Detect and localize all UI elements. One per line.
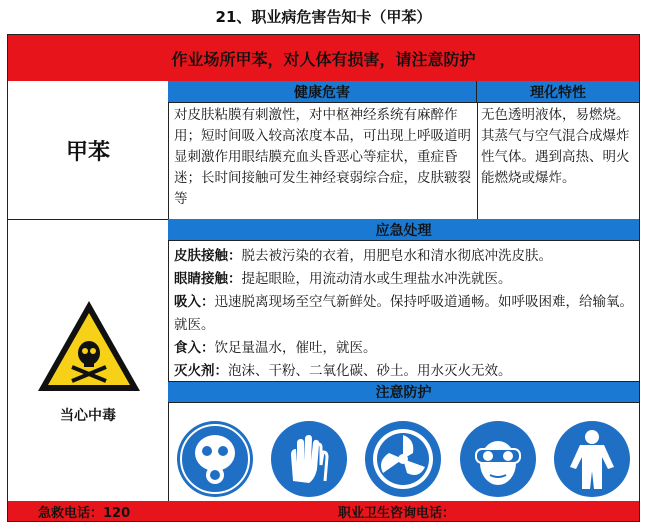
warning-sign-cell: [8, 219, 169, 501]
page-title: 21、职业病危害告知卡（甲苯）: [215, 8, 432, 26]
emergency-list: [174, 245, 634, 383]
health-hazard-header: 健康危害: [168, 81, 477, 103]
list-item: 食入：饮足量温水，催吐，就医。: [174, 340, 377, 356]
health-hazard-text: 对皮肤粘膜有刺激性，对中枢神经系统有麻醉作用；短时间吸入较高浓度本品，可出现上呼吸道明显刺激作用眼结膜充血头昏恶心等症状，重症昏迷；长时间接触可发生神经衰弱综合症，皮肤皲裂等: [174, 107, 471, 207]
list-item: 皮肤接触：脱去被污染的衣着，用肥皂水和清水彻底冲洗皮肤。: [174, 248, 552, 264]
list-item: 灭火剂：泡沫、干粉、二氧化碳、砂土。用水灭火无效。: [174, 363, 512, 379]
safety-goggles-icon: [458, 419, 538, 499]
warning-sign-label: 当心中毒: [60, 408, 116, 424]
gas-mask-icon: [175, 419, 255, 499]
warning-banner: 作业场所甲苯，对人体有损害，请注意防护: [8, 35, 639, 81]
toxic-warning-icon: [34, 297, 144, 397]
ventilation-fan-icon: [363, 419, 443, 499]
consult-phone: 职业卫生咨询电话：: [338, 505, 456, 521]
hazard-notice-card: [7, 34, 640, 522]
protection-header: 注意防护: [168, 381, 639, 403]
footer-bar: [8, 501, 639, 521]
physchem-header: 理化特性: [477, 81, 639, 103]
physchem-text: 无色透明液体，易燃烧。其蒸气与空气混合成爆炸性气体。遇到高热、明火能燃烧或爆炸。: [481, 107, 630, 186]
emergency-header: 应急处理: [168, 219, 639, 241]
substance-name: 甲苯: [8, 81, 169, 220]
protection-icons: [168, 417, 639, 501]
protective-suit-icon: [552, 419, 632, 499]
protective-gloves-icon: [269, 419, 349, 499]
emergency-phone: 急救电话：120: [38, 505, 131, 521]
list-item: 吸入：迅速脱离现场至空气新鲜处。保持呼吸道通畅。如呼吸困难，给输氧。就医。: [174, 294, 633, 333]
list-item: 眼睛接触：提起眼睑，用流动清水或生理盐水冲洗就医。: [174, 271, 512, 287]
